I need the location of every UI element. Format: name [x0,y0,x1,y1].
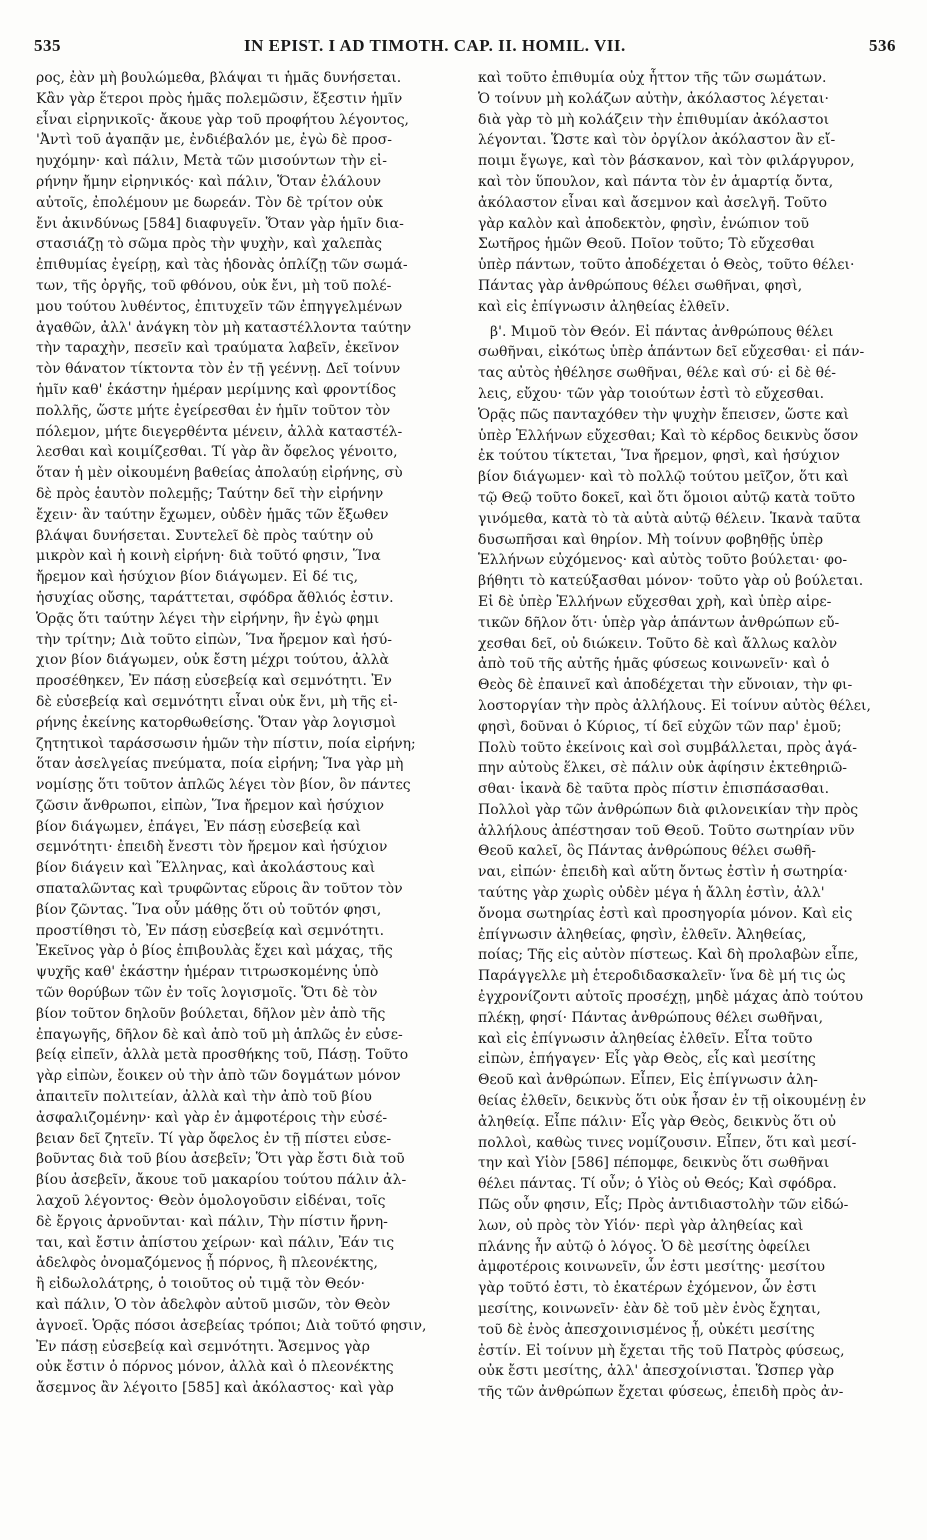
text-line: βίον διάγειν καὶ Ἕλληνας, καὶ ἀκολάστους καὶ [36,860,376,877]
text-line: Ἑλλήνων εὐχόμενος· καὶ αὐτὸς τοῦτο βούλεται· φο- [478,552,848,569]
text-line: τὴν τρίτην; Διὰ τοῦτο εἰπὼν, Ἵνα ἤρεμον καὶ ἡσύ- [36,631,392,648]
text-line: πόλεμον, μήτε διεγερθέντα μένειν, ἀλλὰ καταστέλ- [36,423,403,440]
text-line: Πάντας γὰρ ἀνθρώπους θέλει σωθῆναι, φησὶ, [478,277,803,294]
text-line: ὅταν ἀσελγείας πνεύματα, ποία εἰρήνη; Ἵνα γὰρ μὴ [36,756,404,773]
text-line: ζῶσιν ἄνθρωποι, εἰπὼν, Ἵνα ἤρεμον καὶ ἡσύχιον [36,797,385,814]
right-column [478,68,893,1407]
text-line: Ἐκεῖνος γὰρ ὁ βίος ἐπιβουλὰς ἔχει καὶ μάχας, τῆς [36,943,393,960]
text-line: ὄνομα σωτηρίας ἐστὶ καὶ προσηγορία μόνον. Καὶ εἰς [478,905,853,922]
text-line: καὶ πάλιν, Ὁ τὸν ἀδελφὸν αὐτοῦ μισῶν, τὸν Θεὸν [36,1297,391,1314]
text-line: πολλῆς, ὥστε μήτε ἐγείρεσθαι ἐν ἡμῖν τοῦτον τὸν [36,402,391,419]
text-line: γὰρ καλὸν καὶ ἀποδεκτὸν, φησὶν, ἐνώπιον τοῦ [478,215,810,232]
text-line: δὲ πρὸς ἑαυτὸν πολεμῇς; Ταύτην δεῖ τὴν εἰρήνην [36,485,384,502]
text-line: τικῶν δῆλον ὅτι· ὑπὲρ γὰρ ἁπάντων ἀνθρώπων εὔ- [478,614,840,631]
text-line: Θεὸς δὲ ἐπαινεῖ καὶ ἀποδέχεται τὴν εὔνοιαν, τὴν φι- [478,677,853,694]
text-line: ἔνι ἀκινδύνως [584] διαφυγεῖν. Ὅταν γὰρ ἡμῖν δια- [36,215,404,232]
text-line: λεσθαι καὶ κοιμίζεσθαι. Τί γὰρ ἂν ὄφελος γένοιτο, [36,444,398,461]
text-line: Ὁ τοίνυν μὴ κολάζων αὐτὴν, ἀκόλαστος λέγεται· [478,90,829,107]
text-line: βίον τοῦτον δηλοῦν βούλεται, δῆλον μὲν ἀπὸ τῆς [36,1005,386,1022]
text-line: βίου ἀσεβεῖν, ἄκουε τοῦ μακαρίου τούτου πάλιν ἀλ- [36,1172,407,1189]
text-line: θέλει πάντας. Τί οὖν; ὁ Υἱὸς οὐ Θεός; Καὶ σφόδρα. [478,1176,837,1193]
text-line: ἀληθείᾳ. Εἶπε πάλιν· Εἷς γὰρ Θεὸς, δεικνὺς ὅτι οὐ [478,1113,836,1130]
paragraph [478,322,893,1403]
text-line: Κἂν γὰρ ἕτεροι πρὸς ἡμᾶς πολεμῶσιν, ἔξεστιν ἡμῖν [36,90,403,107]
paragraph [478,68,893,318]
text-line: δὲ ἔργοις ἀρνοῦνται· καὶ πάλιν, Τὴν πίστιν ἤρνη- [36,1213,388,1230]
text-line: ἡμῖν καθ' ἑκάστην ἡμέραν μερίμνης καὶ φροντίδος [36,381,397,398]
text-line: ζητητικοὶ ταράσσωσιν ἡμῶν τὴν πίστιν, ποία εἰρήνη; [36,735,416,752]
text-line: ἀκόλαστον εἶναι καὶ ἄσεμνον καὶ ἀσελγῆ. Τοῦτο [478,194,828,211]
text-line: ται, καὶ ἔστιν ἀπίστου χείρων· καὶ πάλιν, Ἐάν τις [36,1234,395,1251]
text-line: ἄσεμνος ἂν λέγοιτο [585] καὶ ἀκόλαστος· καὶ γὰρ [36,1380,394,1397]
text-line: οὐκ ἔστι μεσίτης, ἀλλ' ἀπεσχοίνισται. Ὥσπερ γὰρ [478,1363,835,1380]
text-line: εἰπὼν, ἐπήγαγεν· Εἷς γὰρ Θεὸς, εἷς καὶ μεσίτης [478,1051,816,1068]
text-line: Πολλοὶ γὰρ τῶν ἀνθρώπων διὰ φιλονεικίαν τὴν πρὸς [478,801,859,818]
text-line: ρήνης ἐκείνης κατορθωθείσης. Ὅταν γὰρ λογισμοὶ [36,714,397,731]
text-line: σπαταλῶντας καὶ τρυφῶντας εὕροις ἂν τοῦτον τὸν [36,881,403,898]
text-line: των, τῆς ὀργῆς, τοῦ φθόνου, οὐκ ἔνι, μὴ τοῦ πολέ- [36,277,392,294]
text-line: τοῦ δὲ ἑνὸς ἀπεσχοινισμένος ᾖ, οὐκέτι μεσίτης [478,1321,815,1338]
text-line: καὶ τοῦτο ἐπιθυμία οὐχ ἧττον τῆς τῶν σωμάτων. [478,70,827,86]
text-line: θείας ἐλθεῖν, δεικνὺς ὅτι οὐκ ἦσαν ἐν τῇ οἰκουμένῃ ἐν [478,1093,867,1110]
text-line: χιον βίον διάγωμεν, οὐκ ἔστη μέχρι τούτου, ἀλλὰ [36,652,389,669]
text-line: ταύτης γὰρ χωρὶς οὐδὲν μέγα ἡ ἄλλη ἐστὶν, ἀλλ' [478,885,825,902]
text-line: σθαι· ἱκανὰ δὲ ταῦτα πρὸς πίστιν ἐπισπάσασθαι. [478,781,830,798]
text-line: Θεοῦ καλεῖ, ὃς Πάντας ἀνθρώπους θέλει σωθῆ- [478,843,816,860]
text-line: ἀσφαλιζομένην· καὶ γὰρ ἐν ἀμφοτέροις τὴν εὐσέ- [36,1109,388,1126]
text-line: βίον διάγωμεν, ἐπάγει, Ἐν πάσῃ εὐσεβείᾳ καὶ [36,818,362,835]
text-line: ναι, εἰπών· ἐπειδὴ καὶ αὕτη ὄντως ἐστὶν ἡ σωτηρία· [478,864,848,881]
text-line: προστίθησι τὸ, Ἐν πάσῃ εὐσεβείᾳ καὶ σεμνότητι. [36,922,385,939]
text-line: τῆς τῶν ἀνθρώπων ἔχεται φύσεως, ἐπειδὴ πρὸς ἀν- [478,1384,844,1401]
text-line: ὑπὲρ πάντων, τοῦτο ἀποδέχεται ὁ Θεὸς, τοῦτο θέλει· [478,257,855,274]
text-line: β'. Μιμοῦ τὸν Θεόν. Εἰ πάντας ἀνθρώπους θέλει [490,323,834,340]
text-line: τῷ Θεῷ τοῦτο δοκεῖ, καὶ ὅτι ὅμοιοι αὐτῷ κατὰ τοῦτο [478,489,856,506]
text-line: νομίσῃς ὅτι τοῦτον ἁπλῶς λέγει τὸν βίον, ὃν πάντες [36,777,411,794]
text-line: ἐπίγνωσιν ἀληθείας, φησὶν, ἐλθεῖν. Ἀληθείας, [478,926,807,943]
text-line: εἶναι εἰρηνικοῖς· ἄκουε γὰρ τοῦ προφήτου λέγοντος, [36,111,409,128]
text-line: ἀδελφὸς ὀνομαζόμενος ᾖ πόρνος, ἢ πλεονέκτης, [36,1255,378,1272]
text-line: γὰρ εἰπὼν, ἔοικεν οὐ τὴν ἀπὸ τῶν δογμάτων μόνον [36,1068,401,1085]
text-line: λέγονται. Ὥστε καὶ τὸν ὀργίλον ἀκόλαστον ἂν εἴ- [478,132,836,149]
text-line: Παράγγελλε μὴ ἑτεροδιδασκαλεῖν· ἵνα δὲ μή τις ὡς [478,968,846,985]
left-column [36,68,451,1403]
text-line: στασιάζῃ τὸ σῶμα πρὸς τὴν ψυχὴν, καὶ χαλεπὰς [36,236,383,253]
text-line: ἡσυχίας οὔσης, ταράττεται, σφόδρα ἄθλιός ἐστιν. [36,589,394,606]
text-line: δυσωπῆσαι καὶ θηρίον. Μὴ τοίνυν φοβηθῇς ὑπὲρ [478,531,824,548]
text-line: πλάνης ἦν αὐτῷ ὁ λόγος. Ὁ δὲ μεσίτης ὀφείλει [478,1238,811,1255]
text-line: λων, οὐ πρὸς τὸν Υἱόν· περὶ γὰρ ἀληθείας καὶ [478,1217,804,1234]
text-line: ἐστίν. Εἰ τοίνυν μὴ ἔχεται τῆς τοῦ Πατρὸς φύσεως, [478,1342,845,1359]
text-line: 'Ἀντὶ τοῦ ἀγαπᾷν με, ἐνδιέβαλόν με, ἐγὼ δὲ προσ- [36,132,392,149]
text-line: ηυχόμην· καὶ πάλιν, Μετὰ τῶν μισούντων τὴν εἰ- [36,153,387,170]
text-line: τας αὐτὸς ἠθέλησε σωθῆναι, θέλε καὶ σύ· εἰ δὲ θέ- [478,365,837,382]
text-line: Ὁρᾷς πῶς πανταχόθεν τὴν ψυχὴν ἔπεισεν, ὥστε καὶ [478,406,850,423]
text-line: αὐτοῖς, ἐπολέμουν με δωρεάν. Τὸν δὲ τρίτον οὐκ [36,194,384,211]
text-line: πολλοὶ, καθὼς τινες νομίζουσιν. Εἶπεν, ὅτι καὶ μεσί- [478,1134,857,1151]
text-line: τὴν ταραχὴν, πεσεῖν καὶ τραύματα λαβεῖν, ἐκεῖνον [36,340,400,357]
text-line: ψυχῆς καθ' ἑκάστην ἡμέραν τιτρωσκομένης ὑπὸ [36,964,379,981]
text-line: ἀγαθῶν, ἀλλ' ἀνάγκη τὸν μὴ καταστέλλοντα ταύτην [36,319,412,336]
text-line: γὰρ τοῦτό ἐστι, τὸ ἑκατέρων ἐχόμενον, ὧν ἐστι [478,1280,817,1297]
text-line: Σωτῆρος ἡμῶν Θεοῦ. Ποῖον τοῦτο; Τὸ εὔχεσθαι [478,236,816,253]
text-line: καὶ τὸν ὕπουλον, καὶ πάντα τὸν ἐν ἁμαρτίᾳ ὄντα, [478,173,834,190]
text-line: ἀπὸ τοῦ τῆς αὐτῆς ἡμᾶς φύσεως κοινωνεῖν· καὶ ὁ [478,656,830,673]
text-line: ἀμφοτέροις κοινωνεῖν, ὧν ἐστι μεσίτης· μεσίτου [478,1259,825,1276]
text-line: ἀλλήλους ἀπέστησαν τοῦ Θεοῦ. Τοῦτο σωτηρίαν νῦν [478,822,855,839]
running-title: IN EPIST. I AD TIMOTH. CAP. II. HOMIL. VII. [244,36,626,55]
text-line: γινόμεθα, κατὰ τὸ τὰ αὐτὰ αὐτῷ θέλειν. Ἱκανὰ ταῦτα [478,510,861,527]
text-line: βοῦντας διὰ τοῦ βίου ἀσεβεῖν; Ὅτι γὰρ ἔστι διὰ τοῦ [36,1151,405,1168]
text-line: μικρὸν καὶ ἡ κοινὴ εἰρήνη· διὰ τοῦτό φησιν, Ἵνα [36,548,381,565]
text-line: ρήνην ἤμην εἰρηνικός· καὶ πάλιν, Ὅταν ἐλάλουν [36,173,381,190]
text-line: μεσίτης, κοινωνεῖν· ἐὰν δὲ τοῦ μὲν ἑνὸς ἔχηται, [478,1301,821,1318]
text-line: ἐπαγωγῆς, δῆλον δὲ καὶ ἀπὸ τοῦ μὴ ἁπλῶς ἐν εὐσε- [36,1026,403,1043]
text-line: ἐκ τούτου τίκτεται, Ἵνα ἤρεμον, φησὶ, καὶ ἡσύχιον [478,448,840,465]
page-number-left: 535 [34,36,61,55]
text-line: ἐγχρονίζοντι αὐτοῖς προσέχῃ, μηδὲ μάχας ἀπὸ τούτου [478,989,864,1006]
text-line: βίον ζῶντας. Ἵνα οὖν μάθῃς ὅτι οὐ τοῦτόν φησι, [36,901,382,918]
text-line: ἔχειν· ἂν ταύτην ἔχωμεν, οὐδὲν ἡμᾶς τῶν ἔξωθεν [36,506,389,523]
text-line: διὰ γὰρ τὸ μὴ κολάζειν τὴν ἐπιθυμίαν ἀκόλαστοι [478,111,830,128]
text-line: πην αὐτοὺς ἕλκει, σὲ πάλιν οὐκ ἀφίησιν ἐκτεθηριῶ- [478,760,847,777]
text-line: προσέθηκεν, Ἐν πάσῃ εὐσεβείᾳ καὶ σεμνότητι. Ἐν [36,673,392,690]
text-line: τὸν θάνατον τίκτοντα τὸν ἐν τῇ γεέννῃ. Δεῖ τοίνυν [36,361,401,378]
text-line: βειαν δεῖ ζητεῖν. Τί γὰρ ὄφελος ἐν τῇ πίστει εὐσε- [36,1130,392,1147]
text-line: λοστοργίαν τὴν πρὸς ἀλλήλους. Εἰ τοίνυν αὐτὸς θέλει, [478,697,871,714]
text-line: πλέκῃ, φησί· Πάντας ἀνθρώπους θέλει σωθῆναι, [478,1009,824,1026]
text-line: βλάψαι δυνήσεται. Συντελεῖ δὲ πρὸς ταύτην οὐ [36,527,374,544]
text-line: βείᾳ εἰπεῖν, ἀλλὰ μετὰ προσθήκης τοῦ, Πάσῃ. Τοῦτο [36,1047,409,1064]
text-line: χεσθαι δεῖ, οὐ διώκειν. Τοῦτο δὲ καὶ ἄλλως καλὸν [478,635,838,652]
text-line: Εἰ δὲ ὑπὲρ Ἑλλήνων εὔχεσθαι χρὴ, καὶ ὑπὲρ αἱρε- [478,593,832,610]
text-line: Πολὺ τοῦτο ἐκείνοις καὶ σοὶ συμβάλλεται, πρὸς ἀγά- [478,739,858,756]
text-line: ρος, ἐὰν μὴ βουλώμεθα, βλάψαι τι ἡμᾶς δυνήσεται. [36,70,402,86]
text-line: ποιμι ἔγωγε, καὶ τὸν βάσκανον, καὶ τὸν φιλάργυρον, [478,153,855,170]
text-line: ἤρεμον καὶ ἡσύχιον βίον διάγωμεν. Εἰ δέ τις, [36,569,359,586]
text-line: ὑπὲρ Ἑλλήνων εὔχεσθαι; Καὶ τὸ κέρδος δεικνὺς ὅσον [478,427,859,444]
text-line: λεις, εὔχου· τῶν γὰρ τοιούτων ἐστὶ τὸ εὔχεσθαι. [478,385,825,402]
paragraph [36,68,451,1399]
text-line: τῶν θορύβων τῶν ἐν τοῖς λογισμοῖς. Ὅτι δὲ τὸν [36,985,378,1002]
text-line: δὲ εὐσεβείᾳ καὶ σεμνότητι εἶναι οὐκ ἔνι, μὴ τῆς εἰ- [36,693,398,710]
text-line: ὅταν ἡ μὲν οἰκουμένη βαθείας ἀπολαύῃ εἰρήνης, σὺ [36,465,403,482]
text-line: καὶ εἰς ἐπίγνωσιν ἀληθείας ἐλθεῖν. Εἶτα τοῦτο [478,1030,813,1047]
text-line: βήθητι τὸ κατεύξασθαι μόνον· τοῦτο γὰρ οὐ βούλεται. [478,573,864,590]
page-number-right: 536 [869,36,896,55]
text-line: φησὶ, δοῦναι ὁ Κύριος, τί δεῖ εὐχῶν τῶν παρ' ἐμοῦ; [478,718,842,735]
text-line: οὐκ ἔστιν ὁ πόρνος μόνον, ἀλλὰ καὶ ὁ πλεονέκτης [36,1359,394,1376]
text-line: σωθῆναι, εἰκότως ὑπὲρ ἁπάντων δεῖ εὔχεσθαι· εἰ πάν- [478,344,865,361]
text-line: ποίας; Τῆς εἰς αὐτὸν πίστεως. Καὶ δὴ προλαβὼν εἶπε, [478,947,859,964]
text-line: βίον διάγωμεν· καὶ τὸ πολλῷ τούτου μεῖζον, ὅτι καὶ [478,469,849,486]
page-header [34,36,896,58]
text-line: ἀγνοεῖ. Ὁρᾷς πόσοι ἀσεβείας τρόποι; Διὰ τοῦτό φησιν, [36,1317,427,1334]
text-line: λαχοῦ λέγοντος· Θεὸν ὁμολογοῦσιν εἰδέναι, τοῖς [36,1193,386,1210]
text-line: την καὶ Υἱὸν [586] πέπομφε, δεικνὺς ὅτι σωθῆναι [478,1155,830,1172]
text-line: καὶ εἰς ἐπίγνωσιν ἀληθείας ἐλθεῖν. [478,298,730,315]
text-line: σεμνότητι· ἐπειδὴ ἔνεστι τὸν ἤρεμον καὶ ἡσύχιον [36,839,388,856]
text-line: Ἐν πάσῃ εὐσεβείᾳ καὶ σεμνότητι. Ἄσεμνος γὰρ [36,1338,370,1355]
text-line: ἢ εἰδωλολάτρης, ὁ τοιοῦτος οὐ τιμᾷ τὸν Θεόν· [36,1276,365,1293]
text-line: μου τούτου λυθέντος, ἐπιτυχεῖν τῶν ἐπηγγελμένων [36,298,403,315]
text-line: Θεοῦ καὶ ἀνθρώπων. Εἶπεν, Εἰς ἐπίγνωσιν ἀλη- [478,1072,818,1089]
text-line: ἀπαιτεῖν πολιτείαν, ἀλλὰ καὶ τὴν ἀπὸ τοῦ βίου [36,1089,372,1106]
text-line: Πῶς οὖν φησιν, Εἷς; Πρὸς ἀντιδιαστολὴν τῶν εἰδώ- [478,1197,849,1214]
text-line: Ὁρᾷς ὅτι ταύτην λέγει τὴν εἰρήνην, ἣν ἐγὼ φημι [36,610,380,627]
text-line: ἐπιθυμίας ἐγείρῃ, καὶ τὰς ἡδονὰς ὁπλίζῃ τῶν σωμά- [36,257,408,274]
